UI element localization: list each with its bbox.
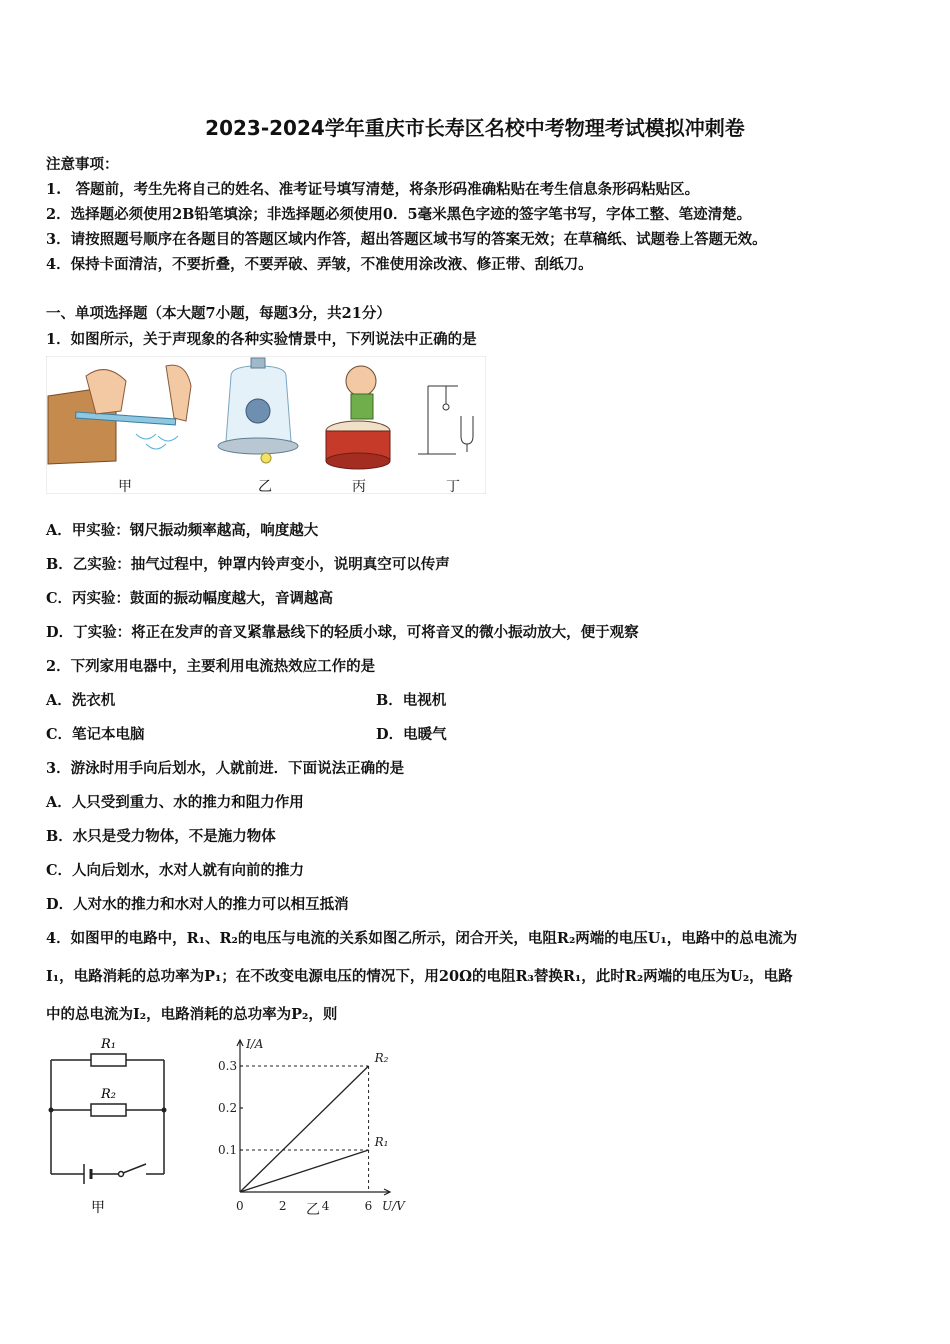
x-tick-label: 6 <box>364 1199 373 1213</box>
x-axis-label: U/V <box>382 1199 405 1213</box>
question-3-option-c: C．人向后划水，水对人就有向前的推力 <box>46 862 305 879</box>
question-1-option-c: C．丙实验：鼓面的振动幅度越大，音调越高 <box>46 590 334 607</box>
section-heading: 一、单项选择题（本大题7小题，每题3分，共21分） <box>46 305 391 322</box>
notice-item: 3．请按照题号顺序在各题目的答题区域内作答，超出答题区域书写的答案无效；在草稿纸、试题卷上答题无效。 <box>46 231 767 248</box>
x-tick-label: 4 <box>321 1199 330 1213</box>
y-tick-label: 0.1 <box>218 1143 238 1157</box>
sound-experiments-illustration <box>46 356 486 494</box>
notice-item: 1. 答题前，考生先将自己的姓名、准考证号填写清楚，将条形码准确粘贴在考生信息条形码粘贴区。 <box>46 181 700 198</box>
figure-label: 丁 <box>446 479 460 495</box>
x-tick-label: 0 <box>236 1199 244 1213</box>
switch-contact <box>119 1172 124 1177</box>
r2-label: R₂ <box>101 1087 116 1102</box>
question-3-stem: 3．游泳时用手向后划水，人就前进．下面说法正确的是 <box>46 760 405 777</box>
question-1-option-d: D．丁实验：将正在发声的音叉紧靠悬线下的轻质小球，可将音叉的微小振动放大，便于观察 <box>46 624 639 641</box>
notice-item: 4．保持卡面清洁，不要折叠，不要弄破、弄皱，不准使用涂改液、修正带、刮纸刀。 <box>46 256 593 273</box>
circuit-label: 甲 <box>91 1200 105 1216</box>
figure-label: 丙 <box>352 479 366 495</box>
switch-lever <box>123 1164 146 1173</box>
resistor-r1 <box>91 1054 126 1066</box>
question-4-line: 中的总电流为I₂，电路消耗的总功率为P₂，则 <box>46 1006 338 1023</box>
iv-graph-svg <box>210 1032 420 1222</box>
question-1-option-a: A．甲实验：钢尺振动频率越高，响度越大 <box>46 522 319 539</box>
series-line <box>240 1150 369 1192</box>
question-2-option-d: D．电暖气 <box>376 726 447 743</box>
question-3-option-b: B．水只是受力物体，不是施力物体 <box>46 828 276 845</box>
y-tick-label: 0.2 <box>218 1101 238 1115</box>
question-2-stem: 2．下列家用电器中，主要利用电流热效应工作的是 <box>46 658 376 675</box>
graph-label: 乙 <box>306 1202 320 1218</box>
question-4-line: I₁，电路消耗的总功率为P₁；在不改变电源电压的情况下，用20Ω的电阻R₃替换R₁，此时R₂两端的电压为U₂，电路 <box>46 968 793 985</box>
x-tick-label: 2 <box>278 1199 287 1213</box>
question-4-line: 4．如图甲的电路中，R₁、R₂的电压与电流的关系如图乙所示，闭合开关，电阻R₂两端的电压U₁，电路中的总电流为 <box>46 930 798 947</box>
notice-item: 2．选择题必须使用2B铅笔填涂；非选择题必须使用0．5毫米黑色字迹的签字笔书写，字体工整、笔迹清楚。 <box>46 206 752 223</box>
series-line <box>240 1066 369 1192</box>
circuit-svg <box>46 1032 176 1222</box>
circuit-diagram <box>46 1032 176 1222</box>
iv-graph <box>210 1032 420 1222</box>
question-1-stem: 1．如图所示，关于声现象的各种实验情景中，下列说法中正确的是 <box>46 331 477 348</box>
sound-experiments-figure <box>46 356 486 494</box>
notice-heading: 注意事项： <box>46 156 119 173</box>
r1-label: R₁ <box>101 1037 116 1052</box>
question-2-option-a: A．洗衣机 <box>46 692 116 709</box>
question-3-option-d: D．人对水的推力和水对人的推力可以相互抵消 <box>46 896 349 913</box>
figure-label: 乙 <box>258 479 272 495</box>
y-tick-label: 0.3 <box>218 1059 238 1073</box>
question-1-option-b: B．乙实验：抽气过程中，钟罩内铃声变小，说明真空可以传声 <box>46 556 450 573</box>
page-title: 2023-2024学年重庆市长寿区名校中考物理考试模拟冲刺卷 <box>205 116 745 140</box>
question-2-option-c: C．笔记本电脑 <box>46 726 145 743</box>
resistor-r2 <box>91 1104 126 1116</box>
question-2-option-b: B．电视机 <box>376 692 447 709</box>
y-axis-label: I/A <box>246 1037 264 1051</box>
series-label: R₁ <box>374 1135 389 1149</box>
question-3-option-a: A．人只受到重力、水的推力和阻力作用 <box>46 794 304 811</box>
series-label: R₂ <box>374 1051 389 1065</box>
figure-label: 甲 <box>118 479 132 495</box>
